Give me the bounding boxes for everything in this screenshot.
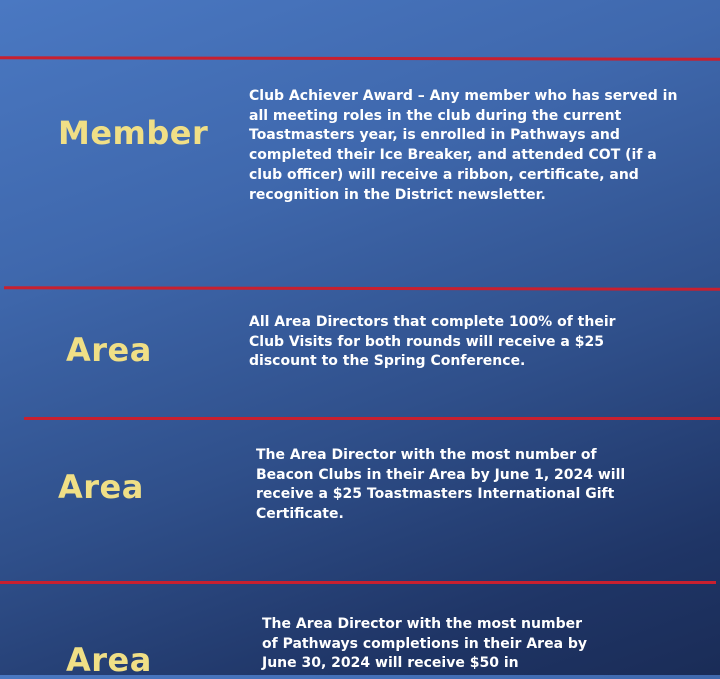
description-line: club officer) will receive a ribbon, certificate, and — [249, 166, 639, 183]
description-line: Club Achiever Award – Any member who has served in — [249, 88, 678, 104]
award-description — [249, 313, 699, 372]
description-line: Certificate. — [256, 506, 344, 523]
description-line: receive a $25 Toastmasters International Gift — [256, 486, 615, 503]
category-label-area: Area — [66, 331, 152, 369]
description-line: The Area Director with the most number of — [256, 447, 597, 463]
description-line: Club Visits for both rounds will receive a $25 — [249, 333, 604, 350]
description-line: of Pathways completions in their Area by — [262, 635, 588, 652]
section-divider — [0, 56, 720, 61]
description-line: discount to the Spring Conference. — [249, 353, 526, 370]
category-label-member: Member — [58, 114, 209, 152]
category-label-area: Area — [66, 641, 152, 679]
description-line: All Area Directors that complete 100% of their — [249, 314, 616, 330]
description-line: Beacon Clubs in their Area by June 1, 2024 will — [256, 466, 626, 483]
category-label-area: Area — [58, 468, 144, 506]
award-description — [262, 615, 692, 674]
description-line: recognition in the District newsletter. — [249, 186, 546, 203]
description-line: The Area Director with the most number — [262, 616, 582, 632]
section-divider — [0, 581, 716, 584]
section-divider — [24, 417, 720, 420]
award-description — [256, 446, 696, 525]
award-description — [249, 87, 699, 205]
description-line: June 30, 2024 will receive $50 in — [262, 655, 519, 672]
description-line: all meeting roles in the club during the current — [249, 107, 622, 124]
section-divider — [4, 286, 720, 290]
description-line: Toastmasters year, is enrolled in Pathways and — [249, 127, 620, 144]
description-line: completed their Ice Breaker, and attended COT (if a — [249, 147, 657, 164]
